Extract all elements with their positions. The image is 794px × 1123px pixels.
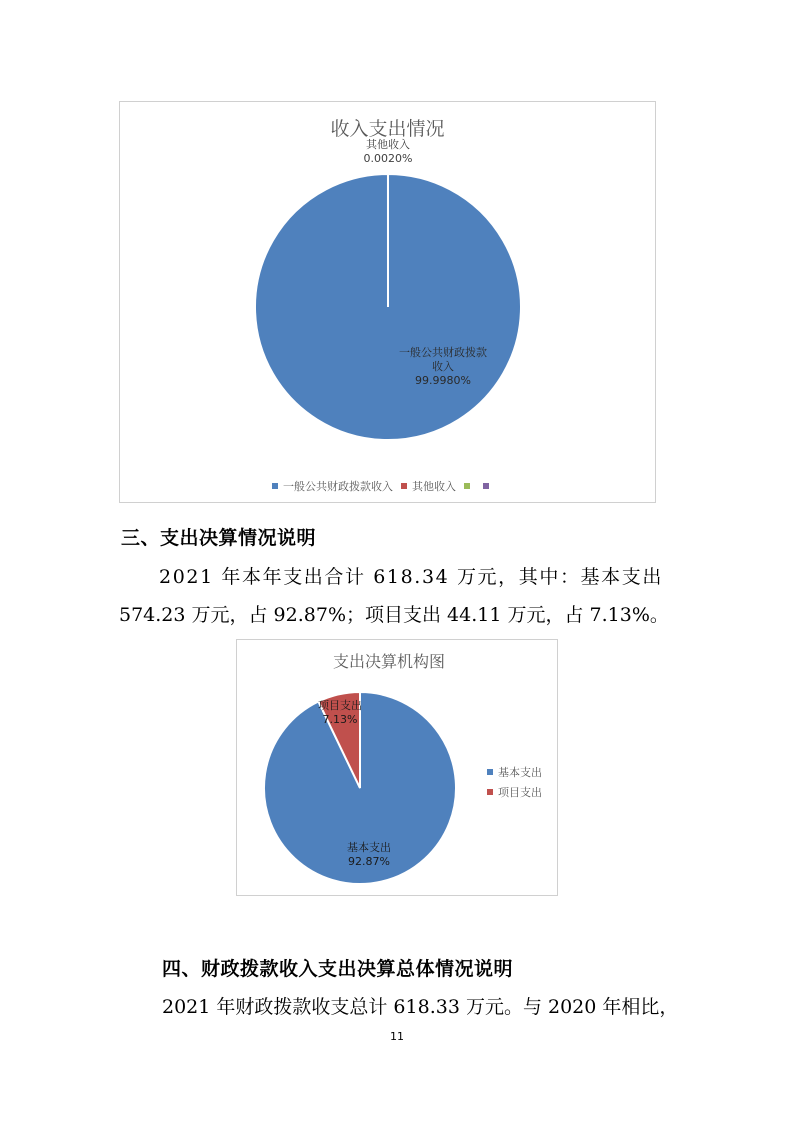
paragraph — [119, 558, 679, 634]
legend-swatch — [487, 769, 493, 775]
section-heading: 四、财政拨款收入支出决算总体情况说明 — [162, 958, 514, 980]
legend-item — [487, 784, 542, 800]
chart-legend — [272, 478, 502, 494]
paragraph-line: 2021 年财政拨款收支总计 618.33 万元。与 2020 年相比， — [162, 996, 679, 1018]
legend-item — [401, 478, 456, 494]
page-number: 11 — [390, 1030, 404, 1043]
slice-label-name: 其他收入 — [366, 138, 410, 151]
legend-label: 项目支出 — [498, 786, 542, 799]
legend-item — [483, 483, 494, 489]
legend-swatch — [483, 483, 489, 489]
paragraph-line: 574.23 万元，占 92.87%；项目支出 44.11 万元，占 7.13%。 — [119, 604, 669, 626]
legend-swatch — [487, 789, 493, 795]
legend-item — [487, 764, 542, 780]
legend-item — [464, 483, 475, 489]
section-heading: 三、支出决算情况说明 — [121, 527, 317, 549]
chart-title: 收入支出情况 — [330, 118, 445, 140]
slice-label-value: 7.13% — [322, 713, 358, 726]
slice-label-value: 92.87% — [348, 855, 390, 868]
slice-label-name-cont: 收入 — [432, 360, 454, 373]
slice-label-name: 项目支出 — [318, 699, 362, 712]
slice-label-general — [378, 346, 508, 388]
legend-label: 其他收入 — [412, 480, 456, 493]
legend-swatch — [401, 483, 407, 489]
income-expense-chart — [119, 101, 656, 503]
legend-label: 一般公共财政拨款收入 — [283, 480, 393, 493]
legend-swatch — [464, 483, 470, 489]
legend-item — [272, 478, 393, 494]
slice-label-name: 一般公共财政拨款 — [399, 346, 487, 359]
slice-label-other — [338, 138, 438, 166]
slice-label-value: 99.9980% — [415, 374, 471, 387]
slice-label-value: 0.0020% — [363, 152, 413, 165]
paragraph-line: 2021 年本年支出合计 618.34 万元，其中：基本支出 — [159, 566, 663, 588]
slice-label-basic — [334, 841, 404, 869]
legend-swatch — [272, 483, 278, 489]
chart-legend — [487, 764, 550, 800]
chart-title: 支出决算机构图 — [333, 652, 446, 671]
slice-label-name: 基本支出 — [347, 841, 391, 854]
legend-label: 基本支出 — [498, 766, 542, 779]
expense-structure-chart — [236, 639, 558, 896]
slice-label-project — [315, 699, 365, 727]
paragraph — [162, 988, 682, 1026]
